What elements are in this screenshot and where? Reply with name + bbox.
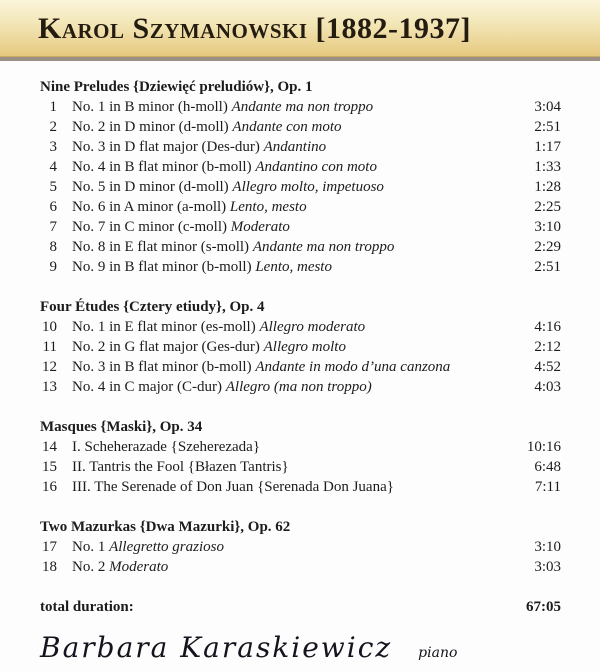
track-tempo: Andante ma non troppo bbox=[252, 239, 395, 255]
track-title: I. Scheherazade {Szeherezada} bbox=[72, 439, 261, 455]
track-time: 3:03 bbox=[534, 559, 561, 575]
track-tempo: Allegro (ma non troppo) bbox=[225, 379, 372, 395]
track-row bbox=[40, 557, 561, 577]
track-time: 4:16 bbox=[534, 319, 561, 335]
track-number: 6 bbox=[49, 199, 57, 215]
instrument-label: piano bbox=[418, 645, 458, 661]
track-number: 9 bbox=[49, 259, 57, 275]
track-title: No. 1 in E flat minor (es-moll) bbox=[72, 319, 256, 335]
section-title: Four Études {Cztery etiudy}, Op. 4 bbox=[40, 299, 265, 315]
track-number: 3 bbox=[49, 139, 57, 155]
track-time: 4:52 bbox=[534, 359, 561, 375]
track-row bbox=[40, 197, 561, 217]
track-title: No. 2 in D minor (d-moll) bbox=[72, 119, 229, 135]
track-number: 16 bbox=[42, 479, 57, 495]
track-number: 10 bbox=[42, 319, 57, 335]
track-number: 12 bbox=[42, 359, 57, 375]
track-tempo: Moderato bbox=[109, 559, 169, 575]
track-tempo: Andantino con moto bbox=[255, 159, 377, 175]
track-title: No. 1 bbox=[72, 539, 106, 555]
track-tempo: Allegro molto, impetuoso bbox=[232, 179, 384, 195]
tracklist-section bbox=[40, 77, 561, 277]
track-time: 6:48 bbox=[534, 459, 561, 475]
track-number: 18 bbox=[42, 559, 57, 575]
track-tempo: Allegretto grazioso bbox=[109, 539, 224, 555]
track-title: No. 4 in B flat minor (b-moll) bbox=[72, 159, 252, 175]
track-tempo: Andante in modo d’una canzona bbox=[255, 359, 451, 375]
tracklist-section bbox=[40, 297, 561, 397]
track-row bbox=[40, 457, 561, 477]
track-row bbox=[40, 477, 561, 497]
total-duration-value: 67:05 bbox=[526, 599, 561, 615]
track-row bbox=[40, 217, 561, 237]
track-tempo: Andante ma non troppo bbox=[231, 99, 374, 115]
track-row bbox=[40, 177, 561, 197]
track-time: 2:51 bbox=[534, 259, 561, 275]
section-title: Two Mazurkas {Dwa Mazurki}, Op. 62 bbox=[40, 519, 291, 535]
track-time: 3:10 bbox=[534, 539, 561, 555]
track-number: 11 bbox=[42, 339, 57, 355]
track-time: 7:11 bbox=[534, 479, 561, 495]
tracklist bbox=[0, 61, 600, 577]
track-row bbox=[40, 157, 561, 177]
track-number: 15 bbox=[42, 459, 57, 475]
section-rows bbox=[40, 437, 561, 497]
header-band bbox=[0, 0, 600, 57]
track-tempo: Lento, mesto bbox=[229, 199, 307, 215]
track-title: No. 1 in B minor (h-moll) bbox=[72, 99, 228, 115]
track-title: No. 2 in G flat major (Ges-dur) bbox=[72, 339, 260, 355]
total-duration-row bbox=[40, 597, 561, 617]
track-tempo: Andante con moto bbox=[232, 119, 342, 135]
track-time: 2:12 bbox=[534, 339, 561, 355]
tracklist-section bbox=[40, 517, 561, 577]
artist-signature: Barbara Karaskiewicz bbox=[40, 631, 393, 664]
track-row bbox=[40, 137, 561, 157]
track-number: 8 bbox=[49, 239, 57, 255]
track-title: No. 2 bbox=[72, 559, 106, 575]
page-title: Karol Szymanowski [1882-1937] bbox=[38, 12, 472, 45]
track-number: 14 bbox=[42, 439, 57, 455]
track-row bbox=[40, 117, 561, 137]
total-duration-label: total duration: bbox=[40, 599, 134, 615]
track-title: No. 6 in A minor (a-moll) bbox=[72, 199, 227, 215]
track-row bbox=[40, 257, 561, 277]
track-number: 17 bbox=[42, 539, 57, 555]
track-time: 3:04 bbox=[534, 99, 561, 115]
track-title: II. Tantris the Fool {Błazen Tantris} bbox=[72, 459, 289, 475]
track-time: 10:16 bbox=[526, 439, 561, 455]
section-title: Masques {Maski}, Op. 34 bbox=[40, 419, 203, 435]
track-row bbox=[40, 97, 561, 117]
track-title: No. 9 in B flat minor (b-moll) bbox=[72, 259, 252, 275]
track-title: No. 4 in C major (C-dur) bbox=[72, 379, 222, 395]
track-time: 2:25 bbox=[534, 199, 561, 215]
track-title: No. 5 in D minor (d-moll) bbox=[72, 179, 229, 195]
track-number: 4 bbox=[49, 159, 57, 175]
track-tempo: Allegro moderato bbox=[259, 319, 366, 335]
track-number: 13 bbox=[42, 379, 57, 395]
track-time: 1:17 bbox=[534, 139, 561, 155]
summary-area bbox=[0, 597, 600, 664]
track-number: 7 bbox=[49, 219, 57, 235]
section-title: Nine Preludes {Dziewięć preludiów}, Op. 1 bbox=[40, 79, 313, 95]
track-tempo: Allegro molto bbox=[263, 339, 346, 355]
track-title: III. The Serenade of Don Juan {Serenada Don Juana} bbox=[72, 479, 394, 495]
section-rows bbox=[40, 97, 561, 277]
track-title: No. 3 in B flat minor (b-moll) bbox=[72, 359, 252, 375]
track-tempo: Andantino bbox=[263, 139, 327, 155]
track-time: 4:03 bbox=[534, 379, 561, 395]
track-row bbox=[40, 317, 561, 337]
track-tempo: Lento, mesto bbox=[255, 259, 332, 275]
track-row bbox=[40, 437, 561, 457]
track-row bbox=[40, 337, 561, 357]
track-time: 3:10 bbox=[534, 219, 561, 235]
artist-signature-row bbox=[40, 631, 561, 664]
track-title: No. 3 in D flat major (Des-dur) bbox=[72, 139, 260, 155]
track-row bbox=[40, 537, 561, 557]
track-title: No. 8 in E flat minor (s-moll) bbox=[72, 239, 250, 255]
track-row bbox=[40, 357, 561, 377]
track-row bbox=[40, 237, 561, 257]
section-rows bbox=[40, 317, 561, 397]
section-rows bbox=[40, 537, 561, 577]
track-tempo: Moderato bbox=[230, 219, 290, 235]
track-number: 2 bbox=[49, 119, 57, 135]
track-title: No. 7 in C minor (c-moll) bbox=[72, 219, 227, 235]
track-row bbox=[40, 377, 561, 397]
tracklist-section bbox=[40, 417, 561, 497]
track-number: 5 bbox=[49, 179, 57, 195]
track-time: 2:51 bbox=[534, 119, 561, 135]
track-number: 1 bbox=[49, 99, 57, 115]
track-time: 2:29 bbox=[534, 239, 561, 255]
track-time: 1:28 bbox=[534, 179, 561, 195]
track-time: 1:33 bbox=[534, 159, 561, 175]
